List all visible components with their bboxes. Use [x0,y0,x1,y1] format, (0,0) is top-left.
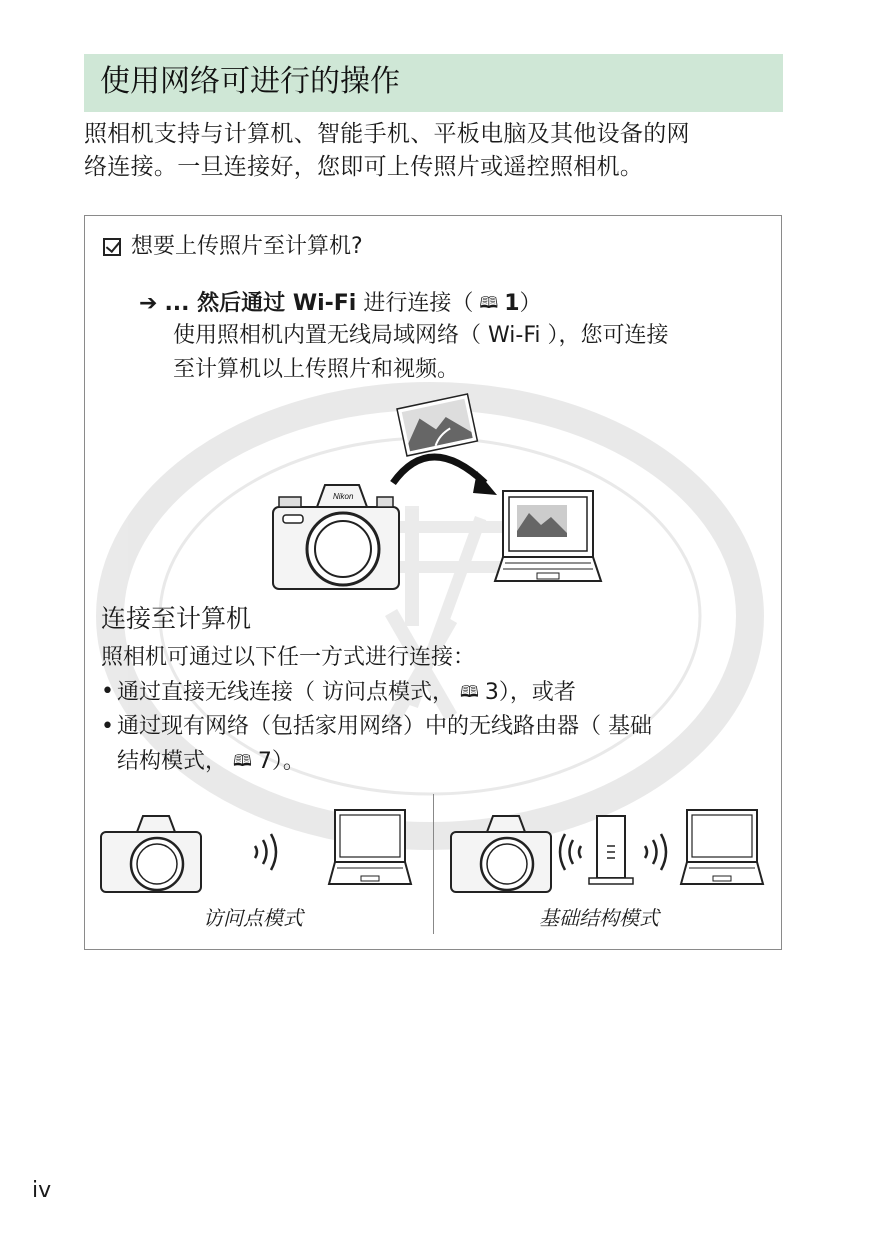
checkbox-icon [103,238,121,256]
bullet2-line-1: • 通过现有网络（包括家用网络）中的无线路由器（ 基础 [117,714,652,739]
camera-icon [101,816,201,892]
intro-line-2: 络连接。一旦连接好，您即可上传照片或遥控照相机。 [84,154,644,180]
book-icon: 🕮 [479,293,499,312]
bullet2-ref: 7 [257,749,272,774]
laptop-icon [329,810,411,884]
info-box [84,215,782,950]
wifi-signal-icon [255,834,276,870]
upload-illustration [265,401,605,591]
title-bar [84,54,783,112]
infrastructure-label: 基础结构模式 [539,906,659,930]
wifi-heading [139,288,542,319]
camera-icon [273,485,399,589]
connect-bullets [101,675,771,779]
wifi-desc-line-1: 使用照相机内置无线局域网络（ Wi-Fi ），您可连接 [173,323,669,348]
bullet-access-point [101,675,771,710]
bullet2-tail: ）。 [271,749,305,774]
bullet1-tail: ），或者 [498,680,576,705]
wifi-desc-line-2: 至计算机以上传照片和视频。 [173,357,460,382]
bullet1-ref: 3 [484,680,499,705]
wifi-label: Wi-Fi [292,291,357,316]
book-icon: 🕮 [460,682,479,701]
page-number: iv [32,1178,52,1203]
connect-title: 连接至计算机 [101,604,252,633]
access-point-label: 访问点模式 [203,906,303,930]
router-icon [589,816,633,884]
wifi-page-ref: 1 [504,291,520,316]
camera-brand-label: Nikon [333,492,354,501]
photo-card-icon [397,394,477,456]
arrow-icon: ➔ [139,291,158,316]
wifi-signal-icon [645,834,666,870]
question-line [103,232,363,262]
transfer-arrow-icon [393,457,485,483]
wifi-signal-icon [560,834,581,870]
question-text: 想要上传照片至计算机? [131,234,363,259]
bullet-infrastructure [101,710,771,779]
wifi-suffix: 进行连接（ [356,291,474,316]
laptop-icon [681,810,763,884]
mode-divider [433,794,434,934]
book-icon: 🕮 [233,751,252,770]
laptop-icon [495,491,601,581]
infrastructure-illustration [449,806,769,896]
page-title: 使用网络可进行的操作 [100,64,400,99]
intro-line-1: 照相机支持与计算机、智能手机、平板电脑及其他设备的网 [84,121,690,147]
bullet2-text: 结构模式， [117,749,228,774]
connect-intro: 照相机可通过以下任一方式进行连接： [101,645,476,670]
bullet2-line-2 [117,744,771,779]
wifi-description [173,319,773,387]
access-point-illustration [99,806,419,896]
wifi-prefix: ... 然后通过 [164,291,293,316]
wifi-close: ） [519,291,542,316]
intro-paragraph [84,118,784,184]
bullet1-text: 通过直接无线连接（ 访问点模式， [117,680,454,705]
camera-icon [451,816,551,892]
